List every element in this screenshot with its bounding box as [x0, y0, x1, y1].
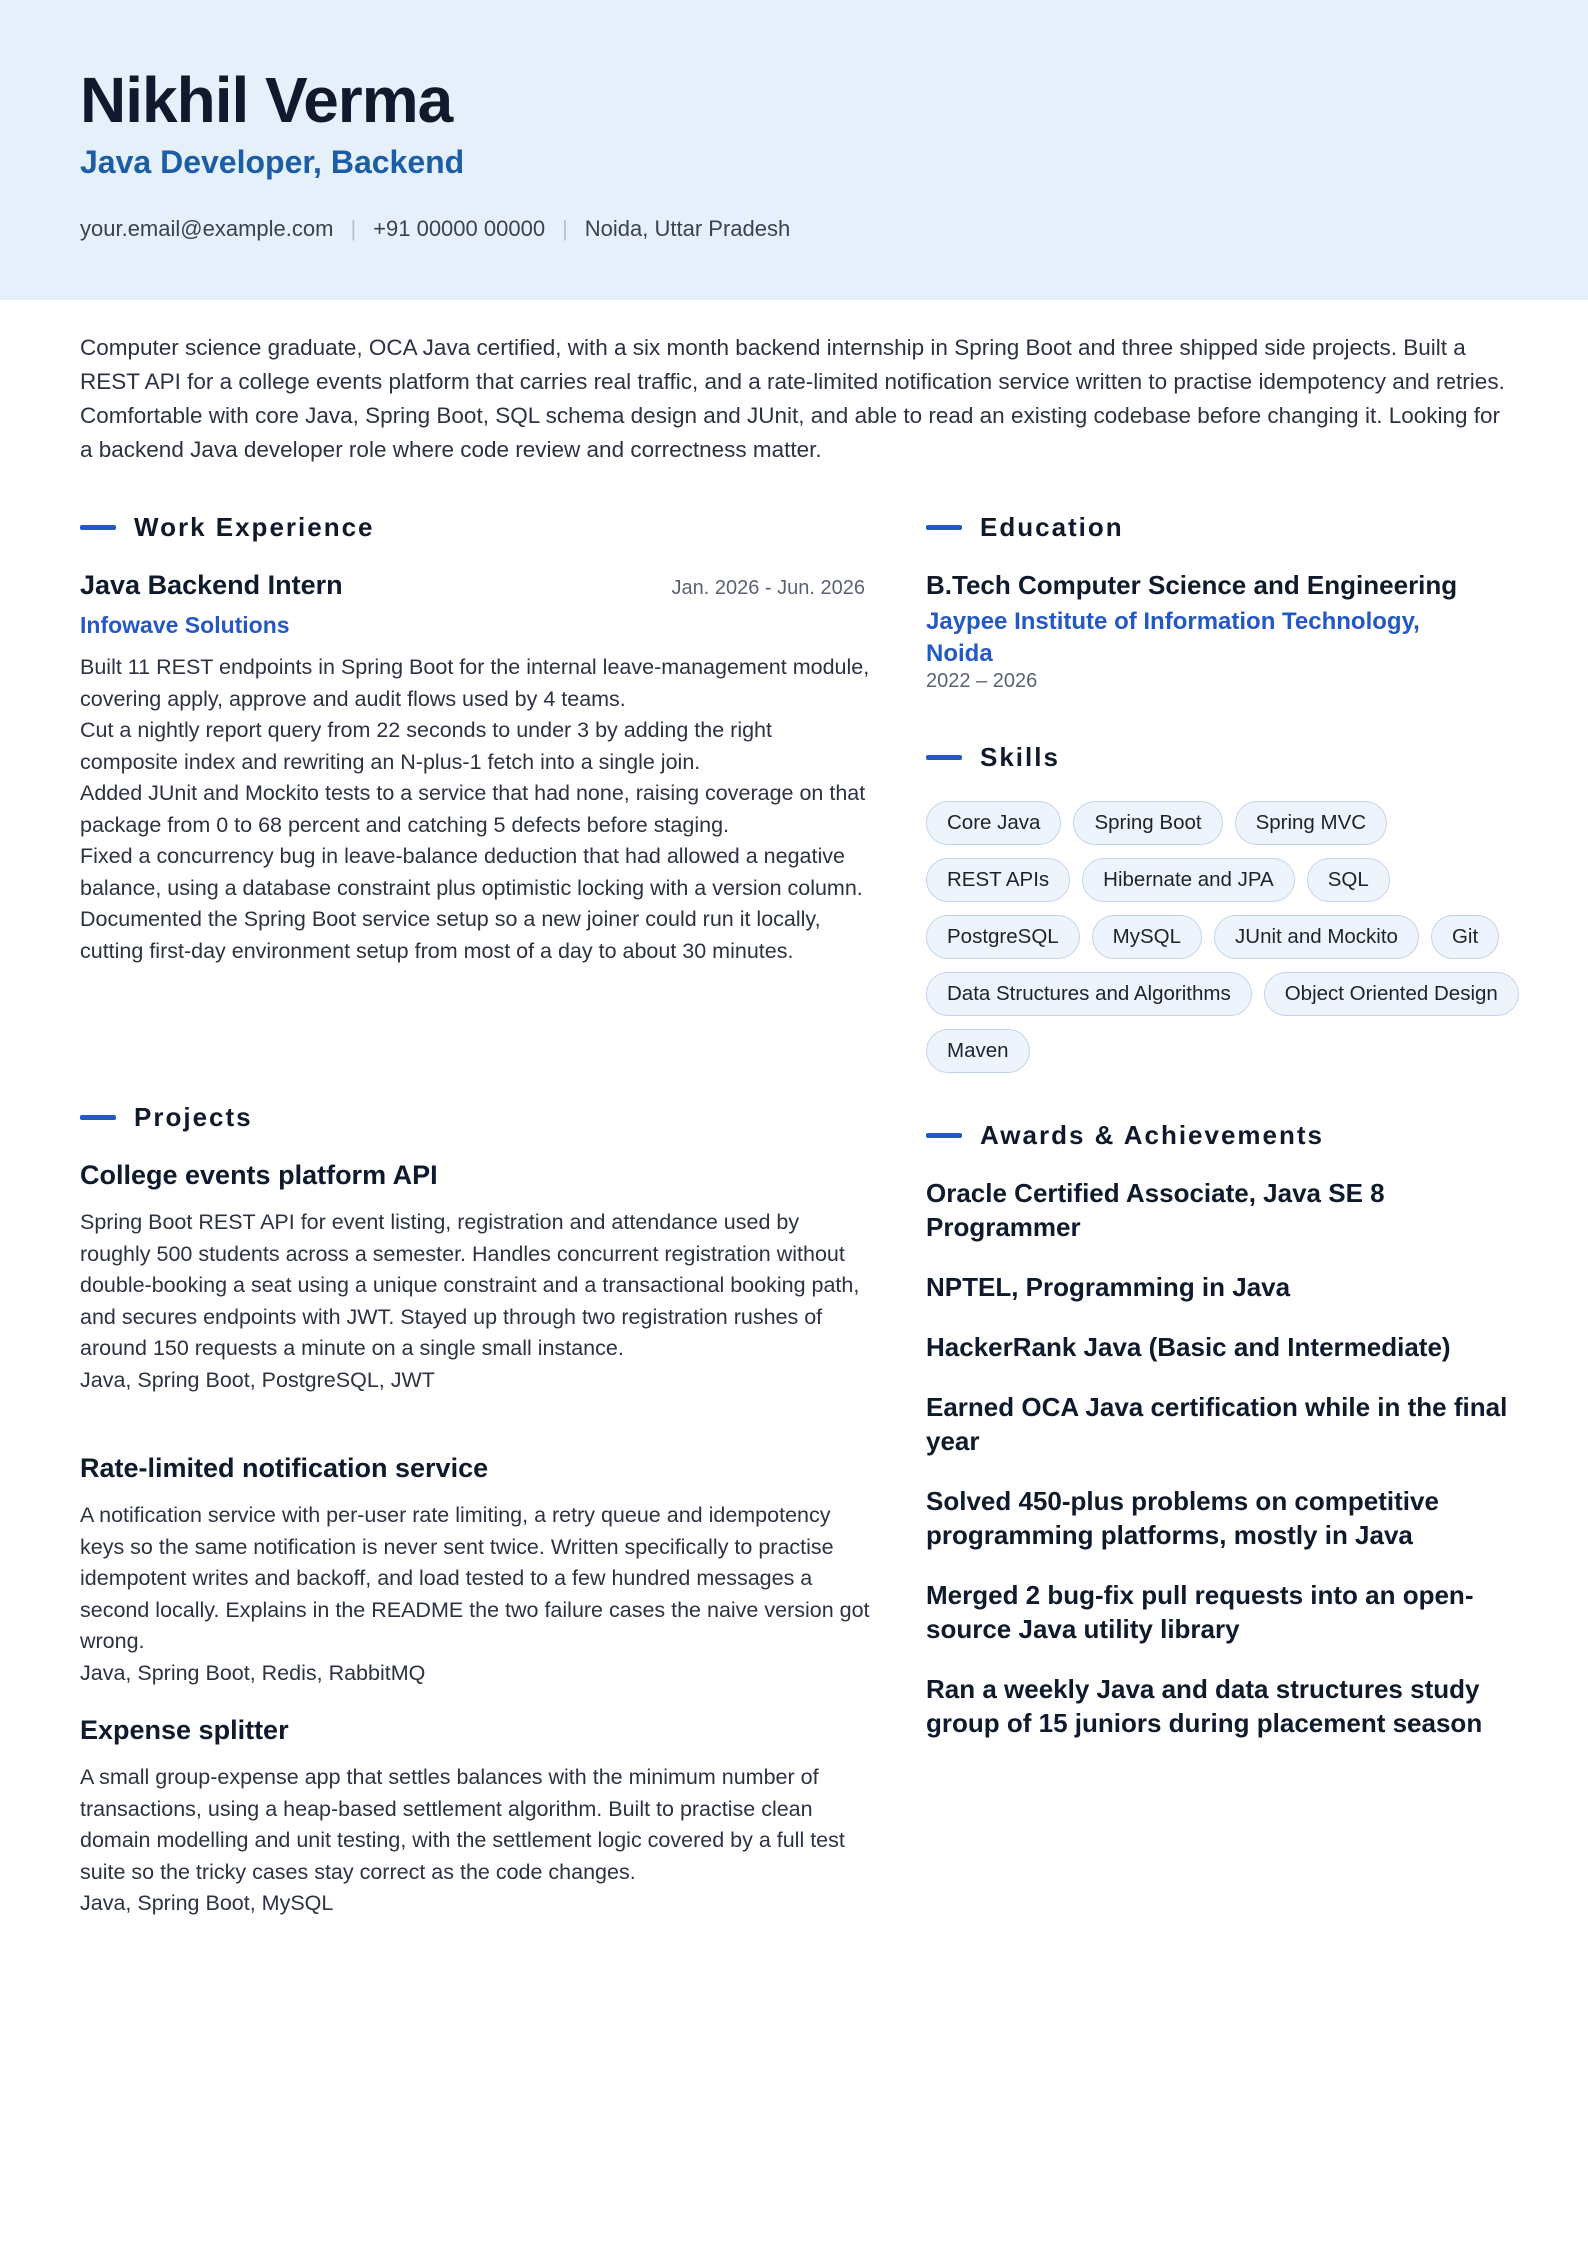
skill-chip: PostgreSQL — [926, 915, 1080, 959]
contact-separator: | — [562, 216, 568, 241]
skill-chip: Data Structures and Algorithms — [926, 972, 1252, 1016]
section-title: Projects — [134, 1102, 253, 1132]
heading-accent-bar — [926, 1133, 962, 1138]
section-title: Education — [980, 512, 1124, 542]
awards-list — [926, 1176, 1526, 1766]
list-item: Documented the Spring Boot service setup so a new joiner could run it locally, cutting first-day environment setup from most of a day to about 30 minutes. — [80, 907, 821, 963]
skill-chip: JUnit and Mockito — [1214, 915, 1419, 959]
list-item: Built 11 REST endpoints in Spring Boot for the internal leave-management module, covering apply, approve and audit flows used by 4 teams. — [80, 655, 870, 711]
skill-chip: Maven — [926, 1029, 1030, 1073]
award-item: Merged 2 bug-fix pull requests into an open-source Java utility library — [926, 1580, 1474, 1644]
section-title: Awards & Achievements — [980, 1120, 1325, 1150]
candidate-name: Nikhil Verma — [80, 64, 453, 136]
project-stack: Java, Spring Boot, PostgreSQL, JWT — [80, 1367, 435, 1392]
section-heading-skills — [926, 742, 1060, 773]
section-title: Work Experience — [134, 512, 375, 542]
skills-list — [926, 801, 1526, 1073]
skill-chip: Object Oriented Design — [1264, 972, 1519, 1016]
contact-line — [80, 214, 790, 244]
contact-separator: | — [350, 216, 357, 241]
award-item: Earned OCA Java certification while in the final year — [926, 1392, 1508, 1456]
award-item: HackerRank Java (Basic and Intermediate) — [926, 1332, 1451, 1362]
skill-chip: SQL — [1307, 858, 1390, 902]
project-title: Rate-limited notification service — [80, 1453, 489, 1483]
education-school: Jaypee Institute of Information Technology, Noida — [926, 608, 1420, 667]
skill-chip: Spring MVC — [1235, 801, 1388, 845]
contact-email[interactable]: your.email@example.com — [80, 216, 334, 241]
section-heading-awards — [926, 1120, 1324, 1151]
skill-chip: Spring Boot — [1073, 801, 1222, 845]
award-item: NPTEL, Programming in Java — [926, 1272, 1291, 1302]
contact-phone[interactable]: +91 00000 00000 — [373, 216, 546, 241]
skill-chip: REST APIs — [926, 858, 1070, 902]
list-item: Added JUnit and Mockito tests to a service that had none, raising coverage on that package from 0 to 68 percent and catching 5 defects before staging. — [80, 781, 866, 837]
skill-chip: MySQL — [1092, 915, 1202, 959]
company-name: Infowave Solutions — [80, 612, 290, 638]
award-item: Ran a weekly Java and data structures study group of 15 juniors during placement season — [926, 1674, 1483, 1738]
list-item: Cut a nightly report query from 22 seconds to under 3 by adding the right composite index and rewriting an N-plus-1 fetch into a single join. — [80, 718, 772, 774]
section-heading-work — [80, 512, 375, 543]
education-degree: B.Tech Computer Science and Engineering — [926, 570, 1458, 600]
section-title: Skills — [980, 742, 1060, 772]
project-summary: A notification service with per-user rate limiting, a retry queue and idempotency keys so the same notification is never sent twice. Written specifically to practise idempotent writes and backoff, and load tested to a few hundred messages a second locally. Explains in the README the two failure cases the naive version got wrong. — [80, 1503, 870, 1653]
project-summary: A small group-expense app that settles balances with the minimum number of transactions, using a heap-based settlement algorithm. Built to practise clean domain modelling and unit testing, with the settlement logic covered by a full test suite so the tricky cases stay correct as the code changes. — [80, 1765, 845, 1884]
project-title: Expense splitter — [80, 1715, 289, 1745]
project-description — [80, 1500, 870, 1689]
heading-accent-bar — [926, 525, 962, 530]
heading-accent-bar — [80, 525, 116, 530]
job-title: Java Backend Intern — [80, 570, 343, 600]
section-heading-projects — [80, 1102, 253, 1133]
project-stack: Java, Spring Boot, MySQL — [80, 1891, 334, 1915]
section-heading-education — [926, 512, 1124, 543]
award-item: Solved 450-plus problems on competitive programming platforms, mostly in Java — [926, 1486, 1439, 1550]
project-title: College events platform API — [80, 1160, 438, 1190]
award-item: Oracle Certified Associate, Java SE 8 Programmer — [926, 1178, 1385, 1242]
header-band — [0, 0, 1588, 300]
skill-chip: Git — [1431, 915, 1499, 959]
skill-chip: Core Java — [926, 801, 1061, 845]
candidate-role: Java Developer, Backend — [80, 144, 465, 180]
heading-accent-bar — [926, 755, 962, 760]
education-years: 2022 – 2026 — [926, 670, 1038, 692]
project-description — [80, 1762, 870, 1920]
job-bullets — [80, 652, 870, 967]
summary-paragraph: Computer science graduate, OCA Java certified, with a six month backend internship in Spring Boot and three shipped side projects. Built a REST API for a college events platform that carries real traffic, and a rate-limited notification service written to practise idempotency and retries. Comfortable with core Java, Spring Boot, SQL schema design and JUnit, and able to read an existing codebase before changing it. Looking for a backend Java developer role where code review and correctness matter. — [80, 335, 1505, 462]
list-item: Fixed a concurrency bug in leave-balance deduction that had allowed a negative balance, using a database constraint plus optimistic locking with a version column. — [80, 844, 863, 900]
job-dates: Jan. 2026 - Jun. 2026 — [671, 577, 865, 599]
project-description — [80, 1207, 870, 1396]
project-stack: Java, Spring Boot, Redis, RabbitMQ — [80, 1660, 426, 1685]
project-summary: Spring Boot REST API for event listing, registration and attendance used by roughly 500 students across a semester. Handles concurrent registration without double-booking a seat using a unique constraint and a transactional booking path, and secures endpoints with JWT. Stayed up through two registration rushes of around 150 requests a minute on a single small instance. — [80, 1210, 860, 1360]
skill-chip: Hibernate and JPA — [1082, 858, 1295, 902]
contact-location: Noida, Uttar Pradesh — [584, 216, 791, 241]
heading-accent-bar — [80, 1115, 116, 1120]
